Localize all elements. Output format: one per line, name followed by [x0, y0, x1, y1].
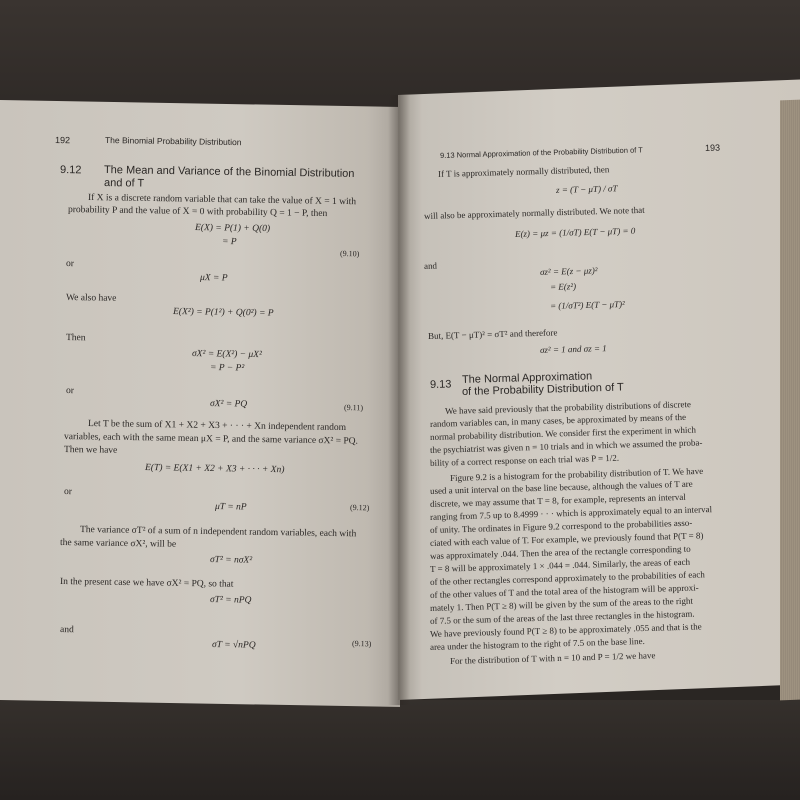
right-line-28: We have previously found P(T ≥ 8) to be approximately .055 and that is the [429, 621, 702, 639]
right-running-title: 9.13 Normal Approximation of the Probability Distribution of T [439, 145, 643, 160]
right-section-title-1: The Normal Approximation [461, 370, 593, 386]
right-line-5: and [423, 260, 438, 271]
right-line-20: of unity. The ordinates in Figure 9.2 correspond to the probabilities asso- [429, 517, 693, 535]
left-line-8: We also have [65, 293, 117, 304]
right-line-17: used a unit interval on the base line because, although the values of T are [429, 478, 693, 496]
left-line-28: and [59, 625, 74, 636]
left-line-23: The variance σT² of a sum of n independent random variables, each with [79, 525, 357, 540]
left-line-18: Then we have [63, 445, 118, 456]
left-line-20: or [63, 487, 73, 498]
left-line-2: probability P and the value of X = 0 with probability Q = 1 − P, then [67, 205, 328, 220]
right-line-7: = E(z²) [549, 281, 577, 292]
left-line-30: (9.13) [351, 639, 372, 649]
left-line-5: (9.10) [339, 249, 360, 259]
right-line-24: of the other rectangles correspond approximately to the probabilities of each [429, 569, 705, 587]
left-line-15: (9.11) [343, 403, 364, 413]
left-line-13: or [65, 386, 75, 397]
left-line-9: E(X²) = P(1²) + Q(0²) = P [172, 307, 274, 319]
right-line-13: normal probability distribution. We consider first the experiment in which [429, 424, 697, 442]
right-line-9: But, E(T − μT)² = σT² and therefore [427, 327, 558, 341]
left-line-12: = P − P² [209, 363, 245, 374]
right-line-6: σz² = E(z − μz)² [539, 265, 598, 277]
page-edges [780, 100, 800, 701]
left-line-26: In the present case we have σX² = PQ, so that [59, 577, 234, 590]
right-page-number: 193 [704, 142, 721, 153]
backdrop-bottom [0, 700, 800, 800]
left-line-29: σT = √nPQ [211, 640, 256, 651]
left-line-6: or [65, 259, 75, 270]
right-line-21: ciated with each value of T. For example, we previously found that P(T = 8) [429, 530, 704, 548]
right-line-18: discrete, we may assume that T = 8, for example, represents an interval [429, 491, 686, 509]
left-line-19: E(T) = E(X1 + X2 + X3 + · · · + Xn) [144, 463, 285, 476]
left-line-17: variables, each with the same mean μX = P, and the same variance σX² = PQ. [63, 432, 358, 447]
left-line-16: Let T be the sum of X1 + X2 + X3 + · · · + Xn independent random [87, 419, 347, 434]
left-section-title-2: and of T [103, 177, 145, 190]
right-line-27: of 7.5 or the sum of the areas of the last three rectangles in the histogram. [429, 608, 695, 626]
left-line-14: σX² = PQ [209, 399, 248, 410]
right-line-10: σz² = 1 and σz = 1 [539, 343, 607, 355]
left-line-21: μT = nP [214, 502, 247, 513]
right-line-15: bility of a correct response on each trial was P = 1/2. [429, 452, 620, 468]
book-gutter [388, 95, 410, 705]
left-running-title: The Binomial Probability Distribution [104, 135, 242, 148]
left-section-number: 9.12 [59, 164, 82, 177]
right-line-22: was approximately .044. Then the area of the rectangle corresponding to [429, 543, 691, 561]
left-line-25: σT² = nσX² [209, 555, 253, 566]
right-line-14: the psychiatrist was given n = 10 trials and in which we assumed the proba- [429, 437, 703, 455]
left-section-title-1: The Mean and Variance of the Binomial Distribution [103, 164, 355, 180]
right-line-12: random variables can, in many cases, be approximated by means of the [429, 411, 687, 429]
right-line-29: area under the histogram to the right of 7.5 on the base line. [429, 636, 645, 652]
right-line-25: of the other values of T and the total area of the histogram will be approxi- [429, 582, 699, 600]
left-page-number: 192 [54, 135, 71, 146]
right-line-19: ranging from 7.5 up to 8.4999 · · · which is approximately equal to an interval [429, 504, 713, 522]
left-line-1: If X is a discrete random variable that can take the value of X = 1 with [87, 193, 357, 208]
right-line-16: Figure 9.2 is a histogram for the probability distribution of T. We have [449, 465, 704, 483]
left-line-11: σX² = E(X²) − μX² [191, 349, 262, 361]
left-line-24: the same variance σX², will be [59, 538, 177, 550]
right-line-4: E(z) = μz = (1/σT) E(T − μT) = 0 [514, 225, 636, 239]
right-line-1: If T is approximately normally distributed, then [437, 164, 610, 179]
right-line-26: mately 1. Then P(T ≥ 8) will be given by the sum of the areas to the right [429, 595, 694, 613]
left-line-4: = P [221, 237, 237, 248]
left-line-3: E(X) = P(1) + Q(0) [194, 223, 271, 235]
right-line-11: We have said previously that the probability distributions of discrete [444, 399, 692, 416]
right-line-2: z = (T − μT) / σT [555, 183, 618, 195]
left-line-7: μX = P [199, 273, 228, 284]
right-line-8: = (1/σT²) E(T − μT)² [549, 298, 625, 311]
right-section-number: 9.13 [429, 378, 452, 391]
left-page [0, 100, 400, 707]
right-section-title-2: of the Probability Distribution of T [461, 381, 624, 398]
left-line-27: σT² = nPQ [209, 595, 252, 606]
left-line-22: (9.12) [349, 503, 370, 513]
left-line-10: Then [65, 333, 86, 344]
right-line-3: will also be approximately normally distributed. We note that [423, 204, 645, 221]
right-line-23: T = 8 will be approximately 1 × .044 = .044. Similarly, the areas of each [429, 556, 691, 574]
right-line-30: For the distribution of T with n = 10 and P = 1/2 we have [449, 650, 656, 666]
